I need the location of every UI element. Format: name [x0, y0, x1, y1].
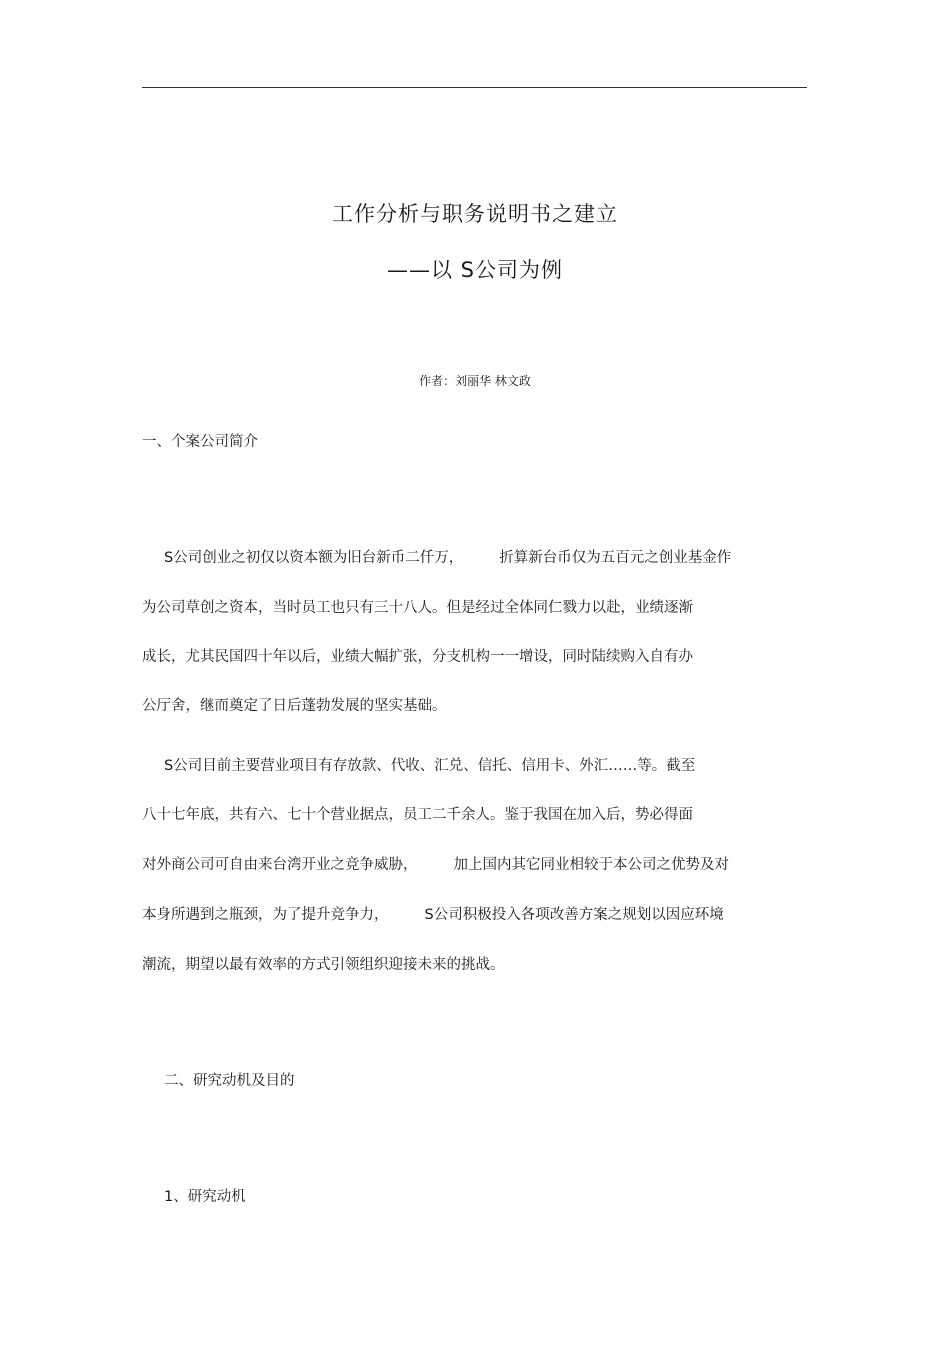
author-line: 作者：刘丽华 林文政 [419, 374, 531, 388]
paragraph-line: 公厅舍，继而奠定了日后蓬勃发展的坚实基础。 [142, 698, 447, 714]
text-segment: 本身所遇到之瓶颈，为了提升竞争力， [142, 907, 389, 923]
text-segment: S公司积极投入各项改善方案之规划以因应环境 [424, 907, 724, 923]
text-segment: 折算新台币仅为五百元之创业基金作 [499, 550, 732, 566]
text-segment: 加上国内其它同业相较于本公司之优势及对 [453, 857, 729, 873]
document-title: 工作分析与职务说明书之建立 [332, 202, 618, 226]
paragraph-line: 八十七年底，共有六、七十个营业据点，员工二千余人。鉴于我国在加入后，势必得面 [142, 807, 693, 823]
paragraph-line: 潮流，期望以最有效率的方式引领组织迎接未来的挑战。 [142, 957, 505, 973]
document-subtitle: ——以 S公司为例 [386, 258, 563, 282]
paragraph-line [142, 903, 724, 924]
subsection-heading-1: 1、研究动机 [164, 1189, 246, 1205]
section-heading-1: 一、个案公司简介 [142, 434, 258, 450]
paragraph-line: 成长，尤其民国四十年以后，业绩大幅扩张，分支机构一一增设，同时陆续购入自有办 [142, 649, 693, 665]
paragraph-line: S公司目前主要营业项目有存放款、代收、汇兑、信托、信用卡、外汇……等。截至 [164, 758, 696, 774]
paragraph-line [164, 546, 731, 567]
header-rule [142, 87, 807, 88]
paragraph-line: 为公司草创之资本，当时员工也只有三十八人。但是经过全体同仁戮力以赴，业绩逐渐 [142, 600, 693, 616]
paragraph-line [142, 853, 729, 874]
text-segment: S公司创业之初仅以资本额为旧台新币二仟万， [164, 550, 464, 566]
text-segment: 对外商公司可自由来台湾开业之竞争威胁， [142, 857, 418, 873]
section-heading-2: 二、研究动机及目的 [164, 1073, 295, 1089]
